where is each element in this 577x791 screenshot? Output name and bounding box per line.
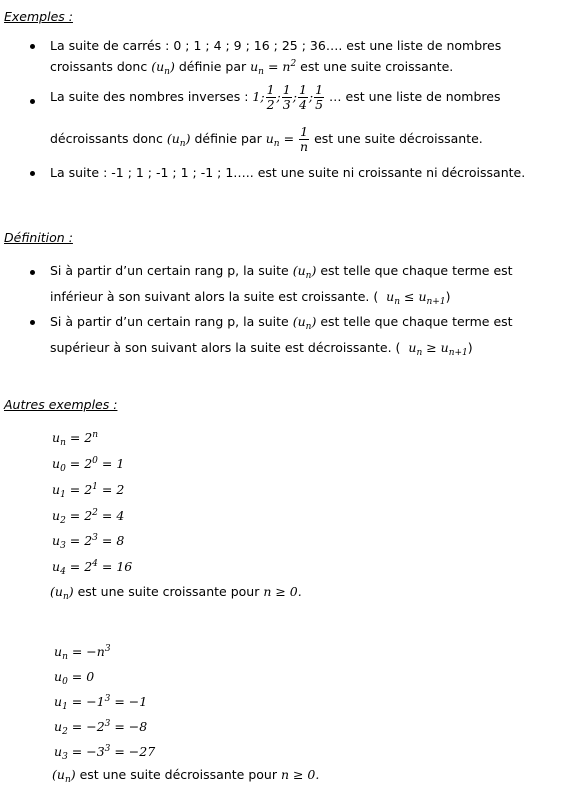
def-decreasing-text-c: supérieur à son suivant alors la suite est décroissante. (	[50, 340, 401, 355]
def-decreasing-text-a: Si à partir d’un certain rang p, la suite	[50, 314, 289, 329]
bullet	[30, 99, 35, 104]
ex1-u2: $u_2 = 2^2 = 4$	[52, 508, 125, 526]
ex1-u1: $u_1 = 2^1 = 2$	[52, 482, 125, 500]
ex1-u0: $u_0 = 2^0 = 1$	[52, 456, 125, 474]
ex2-u1: $u_1 = -1^3 = -1$	[54, 694, 148, 712]
definition-increasing-line1	[50, 263, 513, 281]
sequence-un-formula: $(u_n)$	[292, 314, 317, 332]
def-increasing-text-c: inférieur à son suivant alors la suite est croissante. (	[50, 289, 379, 304]
example-inverses-text-e: est une suite décroissante.	[314, 131, 483, 146]
ex2-conclusion	[52, 767, 319, 785]
ex1-u3: $u_3 = 2^3 = 8$	[52, 533, 125, 551]
ex2-formula: $u_n = -n^3$	[54, 644, 111, 662]
definition-decreasing-line2: supérieur à son suivant alors la suite est décroissante. ( $u_n \ge u_{n+1}$)	[50, 340, 473, 358]
ex1-conclusion	[50, 584, 302, 602]
bullet	[30, 320, 35, 325]
definition-heading: Définition :	[4, 230, 73, 245]
definition-increasing-line2: inférieur à son suivant alors la suite est croissante. ( $u_n \le u_{n+1}$)	[50, 289, 451, 307]
bullet	[30, 270, 35, 275]
sequence-un-formula: $(u_n)$	[151, 59, 175, 77]
inverse-formula: $u_n$ = $\frac{1}{n}$	[265, 124, 309, 154]
sequence-un-formula: $(u_n)$	[50, 584, 74, 602]
bullet	[30, 44, 35, 49]
example-inverses-text-b: … est une liste de nombres	[329, 89, 501, 104]
example-squares-text-c: est une suite croissante.	[300, 59, 454, 74]
autres-exemples-heading: Autres exemples :	[4, 397, 118, 412]
inverses-sequence-formula: 1; $\frac{1}{2}$ ; $\frac{1}{3}$ ; $\frac{1}{4}$ ; $\frac{1}{5}$	[252, 82, 324, 112]
exemples-heading: Exemples :	[4, 9, 73, 24]
ex1-formula: $u_n = 2^n$	[52, 430, 99, 448]
ex2-u2: $u_2 = -2^3 = -8$	[54, 719, 148, 737]
ex1-u4: $u_4 = 2^4 = 16$	[52, 559, 133, 577]
ex1-condition: n ≥ 0.	[263, 584, 302, 599]
def-increasing-text-b: est telle que chaque terme est	[320, 263, 513, 278]
sequence-un-formula: $(u_n)$	[292, 263, 317, 281]
ex2-u3: $u_3 = -3^3 = -27$	[54, 744, 156, 762]
def-decreasing-text-b: est telle que chaque terme est	[320, 314, 513, 329]
sequence-un-formula: $(u_n)$	[166, 131, 191, 149]
example-inverses-text-c: décroissants donc	[50, 131, 163, 146]
example-squares-line1: La suite de carrés : 0 ; 1 ; 4 ; 9 ; 16 ; 25 ; 36…. est une liste de nombres	[50, 38, 502, 53]
example-squares-line2	[50, 59, 453, 77]
example-squares-text-b: définie par	[178, 59, 247, 74]
ex2-condition: n ≥ 0.	[280, 767, 320, 782]
ex2-conclusion-text: est une suite décroissante pour	[79, 767, 277, 782]
example-inverses-text-d: définie par	[194, 131, 262, 146]
bullet	[30, 171, 35, 176]
decreasing-inequality: $u_n \ge u_{n+1}$	[404, 340, 468, 358]
example-inverses-line2	[50, 125, 483, 154]
squares-formula: $u_n = n^2$	[250, 59, 297, 77]
ex2-u0: $u_0 = 0$	[54, 669, 95, 687]
example-inverses-line1	[50, 83, 500, 112]
increasing-inequality: $u_n \le u_{n+1}$	[382, 289, 446, 307]
def-increasing-text-a: Si à partir d’un certain rang p, la suite	[50, 263, 289, 278]
example-alternating: La suite : -1 ; 1 ; -1 ; 1 ; -1 ; 1….. est une suite ni croissante ni décroissante.	[50, 165, 526, 180]
sequence-un-formula: $(u_n)$	[52, 767, 76, 785]
ex1-conclusion-text: est une suite croissante pour	[77, 584, 260, 599]
example-squares-text-a: croissants donc	[50, 59, 148, 74]
example-inverses-text-a: La suite des nombres inverses :	[50, 89, 249, 104]
definition-decreasing-line1	[50, 314, 513, 332]
